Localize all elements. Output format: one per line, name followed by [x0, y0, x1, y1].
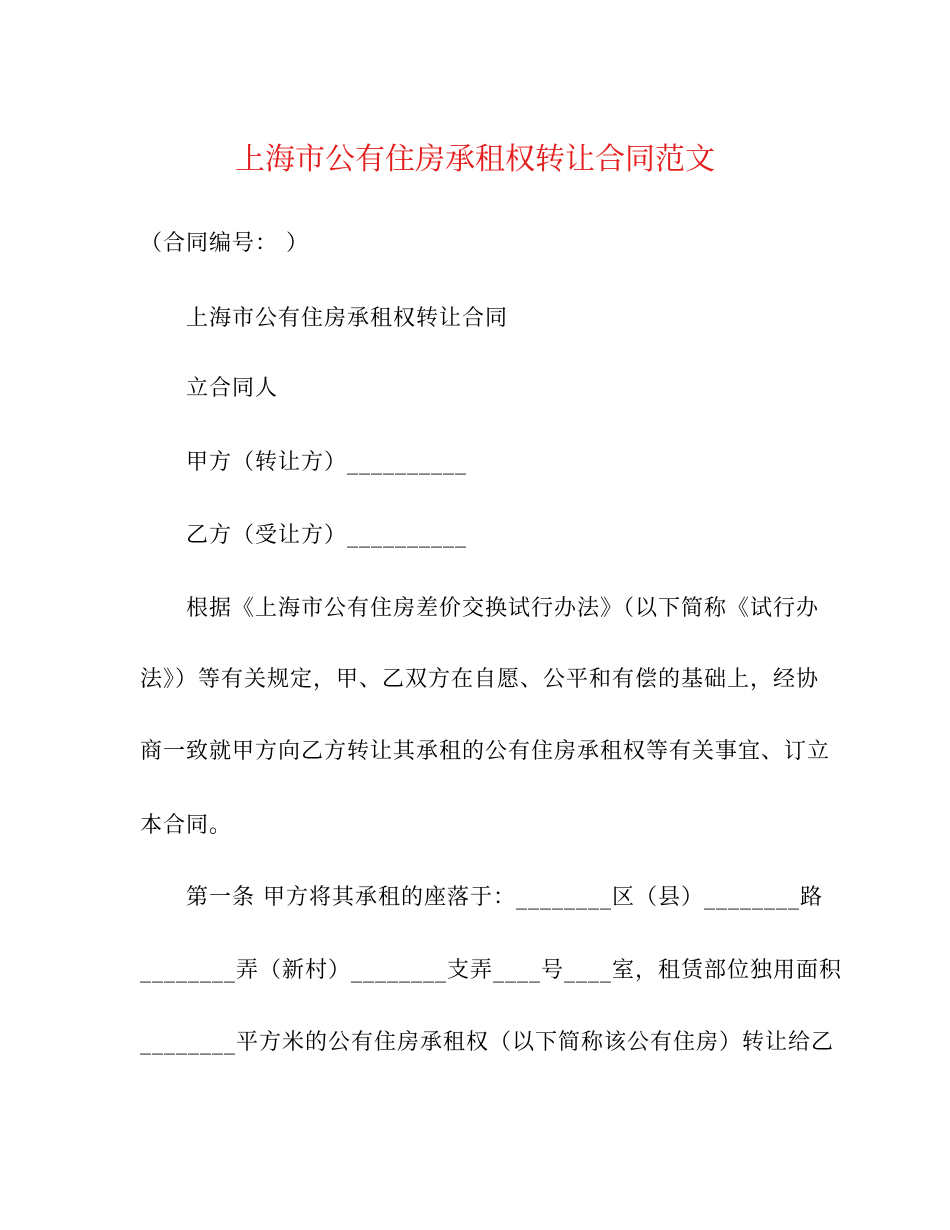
preamble-line: 商一致就甲方向乙方转让其承租的公有住房承租权等有关事宜、订立 [140, 739, 831, 764]
preamble-line: 法》）等有关规定，甲、乙双方在自愿、公平和有偿的基础上，经协 [140, 667, 820, 692]
document-title: 上海市公有住房承租权转让合同范文 [235, 142, 715, 177]
parties-intro: 立合同人 [186, 376, 279, 401]
article-1-line: ________平方米的公有住房承租权（以下简称该公有住房）转让给乙 [140, 1030, 835, 1055]
article-1-line: 第一条 甲方将其承租的座落于：________区（县）________路 [186, 885, 823, 910]
party-b: 乙方（受让方）__________ [186, 523, 468, 548]
contract-subtitle: 上海市公有住房承租权转让合同 [186, 306, 509, 331]
article-1-line: ________弄（新村）________支弄____号____室，租赁部位独用面积 [140, 958, 843, 983]
preamble-line: 根据《上海市公有住房差价交换试行办法》（以下简称《试行办 [186, 596, 820, 621]
party-a: 甲方（转让方）__________ [186, 450, 468, 475]
preamble-line: 本合同。 [140, 813, 233, 838]
contract-number: （合同编号： ） [140, 231, 309, 256]
